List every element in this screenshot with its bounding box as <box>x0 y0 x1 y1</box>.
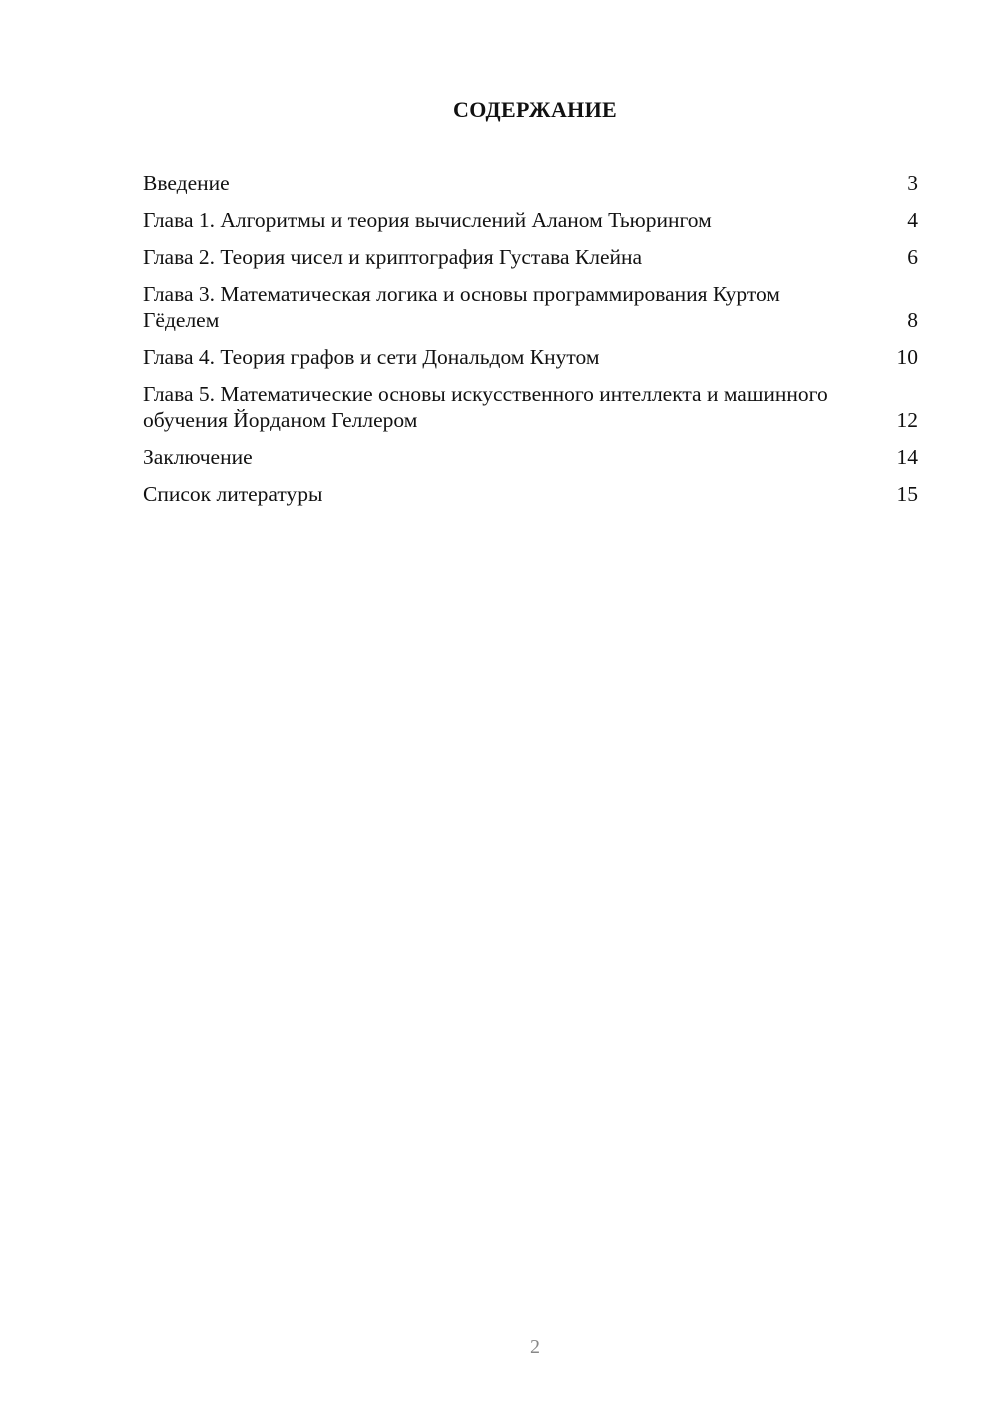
toc-entry-page-number: 15 <box>896 482 918 506</box>
toc-entry-page-number: 8 <box>907 308 918 332</box>
toc-entry-references <box>143 481 918 507</box>
table-of-contents <box>143 170 918 518</box>
toc-entry-page-number: 6 <box>907 245 918 269</box>
toc-entry-title: Список литературы <box>143 482 323 506</box>
toc-entry-title: Введение <box>143 171 230 195</box>
toc-entry-page-number: 3 <box>907 171 918 195</box>
toc-entry-introduction <box>143 170 918 196</box>
toc-entry-page-number: 12 <box>896 408 918 432</box>
toc-entry-conclusion <box>143 444 918 470</box>
toc-entry-page-number: 14 <box>896 445 918 469</box>
toc-entry-title: Заключение <box>143 445 253 469</box>
toc-entry-page-number: 4 <box>907 208 918 232</box>
toc-entry-title: Глава 4. Теория графов и сети Дональдом Кнутом <box>143 345 600 369</box>
toc-entry-title: Глава 5. Математические основы искусственного интеллекта и машинного обучения Йорданом Геллером <box>143 382 828 432</box>
toc-entry-title: Глава 1. Алгоритмы и теория вычислений Аланом Тьюрингом <box>143 208 712 232</box>
toc-entry-page-number: 10 <box>896 345 918 369</box>
toc-entry-title: Глава 2. Теория чисел и криптография Густава Клейна <box>143 245 643 269</box>
toc-entry-chapter-3 <box>143 281 918 333</box>
toc-entry-chapter-5 <box>143 381 918 433</box>
toc-entry-chapter-2 <box>143 244 918 270</box>
toc-entry-chapter-1 <box>143 207 918 233</box>
toc-entry-chapter-4 <box>143 344 918 370</box>
toc-entry-title: Глава 3. Математическая логика и основы программирования Куртом Гёделем <box>143 282 780 332</box>
page-footer-number: 2 <box>530 1336 540 1358</box>
page-title: СОДЕРЖАНИЕ <box>453 97 617 122</box>
